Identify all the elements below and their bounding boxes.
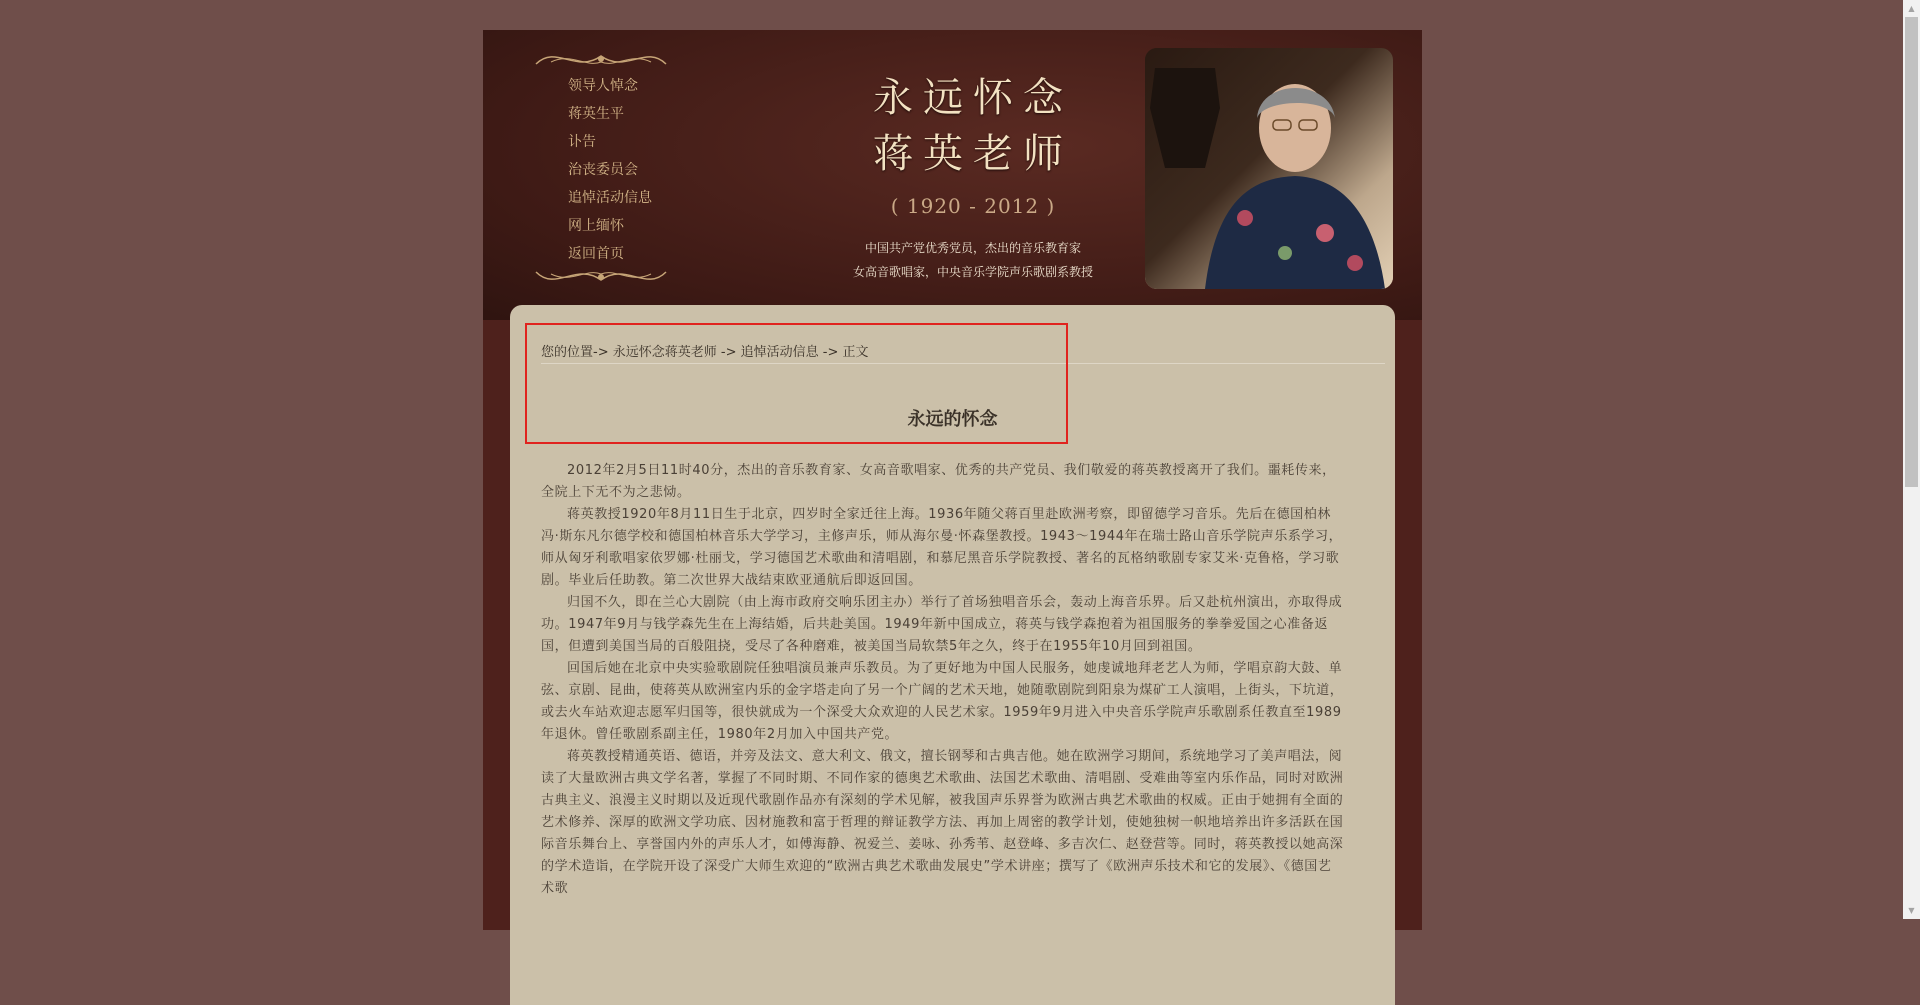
- article-paragraph: 蒋英教授1920年8月11日生于北京，四岁时全家迁往上海。1936年随父蒋百里赴欧洲考察，即留德学习音乐。先后在德国柏林冯·斯东凡尔德学校和德国柏林音乐大学学习，主修声乐，师从海尔曼·怀森堡教授。1943～1944年在瑞士路山音乐学院声乐系学习，师从匈牙利歌唱家依罗娜·杜丽戈，学习德国艺术歌曲和清唱剧，和慕尼黑音乐学院教授、著名的瓦格纳歌剧专家艾米·克鲁格，学习歌剧。毕业后任助教。第二次世界大战结束欧亚通航后即返回国。: [541, 507, 1343, 588]
- article-paragraph: 回国后她在北京中央实验歌剧院任独唱演员兼声乐教员。为了更好地为中国人民服务，她虔诚地拜老艺人为师，学唱京韵大鼓、单弦、京剧、昆曲，使蒋英从欧洲室内乐的金字塔走向了另一个广阔的艺术天地，她随歌剧院到阳泉为煤矿工人演唱，上街头，下坑道，或去火车站欢迎志愿军归国等，很快就成为一个深受大众欢迎的人民艺术家。1959年9月进入中央音乐学院声乐歌剧系任教直至1989年退休。曾任歌剧系副主任，1980年2月加入中国共产党。: [541, 661, 1344, 742]
- breadcrumb-separator: ->: [822, 345, 839, 360]
- breadcrumb-link-memorial[interactable]: 永远怀念蒋英老师: [612, 345, 717, 360]
- article-panel: [510, 305, 1395, 1005]
- tagline-1: 中国共产党优秀党员，杰出的音乐教育家: [864, 241, 1081, 255]
- main-nav: [568, 72, 652, 268]
- title-line-2: 蒋英老师: [873, 131, 1073, 177]
- page-container: [483, 30, 1422, 930]
- nav-item-biography[interactable]: 蒋英生平: [568, 106, 624, 122]
- header-banner: [483, 30, 1422, 320]
- article-paragraph: 2012年2月5日11时40分，杰出的音乐教育家、女高音歌唱家、优秀的共产党员、我们敬爱的蒋英教授离开了我们。噩耗传来，全院上下无不为之悲恸。: [541, 463, 1336, 500]
- article-paragraph: 归国不久，即在兰心大剧院（由上海市政府交响乐团主办）举行了首场独唱音乐会，轰动上海音乐界。后又赴杭州演出，亦取得成功。1947年9月与钱学森先生在上海结婚，后共赴美国。1949年新中国成立，蒋英与钱学森抱着为祖国服务的拳拳爱国之心准备返国，但遭到美国当局的百般阻挠，受尽了各种磨难，被美国当局软禁5年之久，终于在1955年10月回到祖国。: [541, 595, 1343, 654]
- breadcrumb-separator: ->: [720, 345, 737, 360]
- nav-item-funeral-committee[interactable]: 治丧委员会: [568, 162, 638, 178]
- memorial-title-block: [823, 70, 1123, 284]
- scroll-up-icon[interactable]: ▲: [1908, 4, 1915, 13]
- vertical-scrollbar[interactable]: [1903, 0, 1920, 919]
- life-years: ( 1920 - 2012 ): [890, 194, 1056, 218]
- title-line-1: 永远怀念: [873, 75, 1073, 121]
- breadcrumb-link-events[interactable]: 追悼活动信息: [740, 345, 819, 360]
- tagline-2: 女高音歌唱家，中央音乐学院声乐歌剧系教授: [852, 265, 1093, 279]
- scroll-down-icon[interactable]: ▼: [1908, 906, 1915, 915]
- breadcrumb: [541, 341, 1385, 364]
- nav-item-home[interactable]: 返回首页: [568, 246, 624, 262]
- breadcrumb-prefix: 您的位置->: [541, 345, 609, 360]
- article-paragraph: 蒋英教授精通英语、德语，并旁及法文、意大利文、俄文，擅长钢琴和古典吉他。她在欧洲学习期间，系统地学习了美声唱法，阅读了大量欧洲古典文学名著，掌握了不同时期、不同作家的德奥艺术歌曲、法国艺术歌曲、清唱剧、受难曲等室内乐作品，同时对欧洲古典主义、浪漫主义时期以及近现代歌剧作品亦有深刻的学术见解，被我国声乐界誉为欧洲古典艺术歌曲的权威。正由于她拥有全面的艺术修养、深厚的欧洲文学功底、因材施教和富于哲理的辩证教学方法、再加上周密的教学计划，使她独树一帜地培养出许多活跃在国际音乐舞台上、享誉国内外的声乐人才，如傅海静、祝爱兰、姜咏、孙秀苇、赵登峰、多吉次仁、赵登营等。同时，蒋英教授以她高深的学术造诣，在学院开设了深受广大师生欢迎的“欧洲古典艺术歌曲发展史”学术讲座；撰写了《欧洲声乐技术和它的发展》、《德国艺术歌: [541, 749, 1344, 896]
- scrollbar-thumb[interactable]: [1905, 17, 1918, 487]
- top-flourish-ornament: [531, 44, 671, 74]
- nav-item-leader-tributes[interactable]: 领导人悼念: [568, 78, 638, 94]
- article-body: [541, 460, 1344, 900]
- nav-item-obituary[interactable]: 讣告: [568, 134, 596, 150]
- nav-item-online-tribute[interactable]: 网上缅怀: [568, 218, 624, 234]
- portrait-photo: [1145, 48, 1393, 289]
- breadcrumb-current: 正文: [842, 345, 869, 360]
- bottom-flourish-ornament: [531, 262, 671, 292]
- portrait-illustration: [1145, 48, 1393, 289]
- article-title: 永远的怀念: [907, 409, 998, 430]
- nav-item-memorial-events[interactable]: 追悼活动信息: [568, 190, 652, 206]
